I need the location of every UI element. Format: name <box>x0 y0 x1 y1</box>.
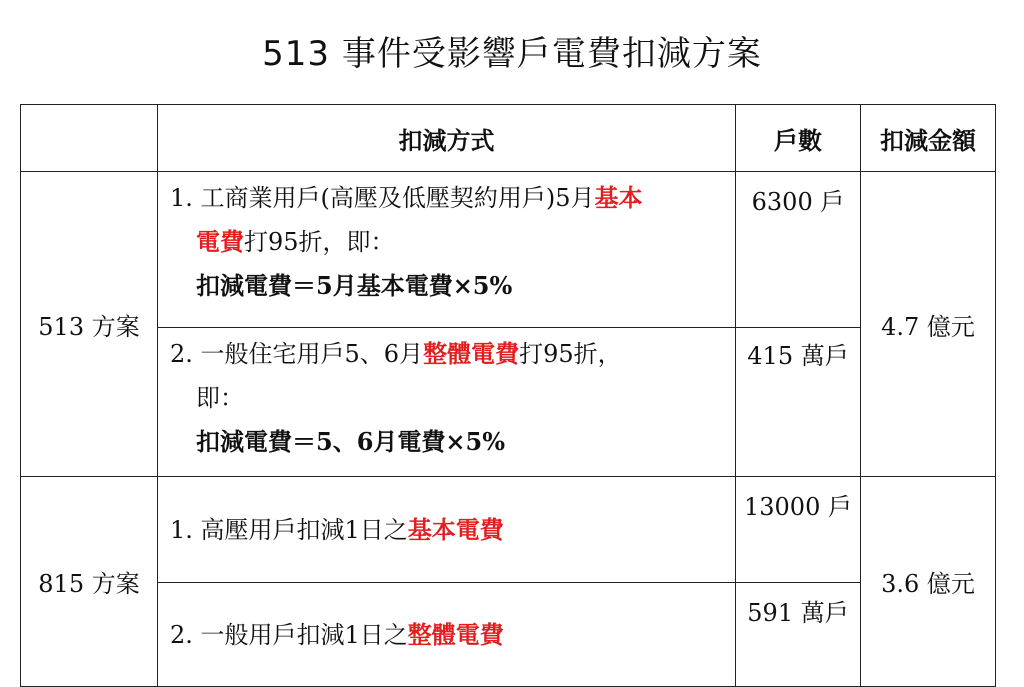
header-households: 戶數 <box>736 105 861 172</box>
method-highlight: 整體電費 <box>423 339 520 368</box>
document-title: 513 事件受影響戶電費扣減方案 <box>262 34 762 74</box>
household-count: 591 萬戶 <box>736 583 861 687</box>
method-text: 打95折， <box>519 340 622 368</box>
plan-name: 513 方案 <box>21 172 158 477</box>
method-cell <box>158 583 736 687</box>
header-method: 扣減方式 <box>158 105 736 172</box>
table-row <box>21 583 996 687</box>
method-text: 1. 高壓用戶扣減1日之 <box>170 515 408 544</box>
header-amount: 扣減金額 <box>861 105 996 172</box>
table-row <box>21 172 996 328</box>
header-empty <box>21 105 158 172</box>
method-cell <box>158 477 736 583</box>
method-text: 2. 一般住宅用戶5、6月 <box>170 340 424 368</box>
deduction-amount: 4.7 億元 <box>861 172 996 477</box>
method-highlight: 基本 <box>594 183 643 212</box>
household-count: 415 萬戶 <box>736 328 861 477</box>
method-highlight: 電費 <box>196 227 244 256</box>
table-row <box>21 477 996 583</box>
household-count: 6300 戶 <box>736 172 861 328</box>
method-text: 2. 一般用戶扣減1日之 <box>170 620 408 649</box>
method-cell <box>158 328 736 477</box>
household-count: 13000 戶 <box>736 477 861 583</box>
method-highlight: 基本電費 <box>407 514 504 544</box>
deduction-table <box>20 104 996 687</box>
formula: 扣減電費＝5、6月電費×5% <box>196 427 506 456</box>
method-text: 打95折，即： <box>244 228 395 256</box>
deduction-amount: 3.6 億元 <box>861 477 996 687</box>
plan-name: 815 方案 <box>21 477 158 687</box>
method-text: 即： <box>196 384 244 412</box>
method-cell <box>158 172 736 328</box>
method-text: 1. 工商業用戶(高壓及低壓契約用戶)5月 <box>170 184 595 212</box>
formula: 扣減電費＝5月基本電費×5% <box>196 271 513 300</box>
table-header-row <box>21 105 996 172</box>
method-highlight: 整體電費 <box>407 619 504 649</box>
table-row <box>21 328 996 477</box>
